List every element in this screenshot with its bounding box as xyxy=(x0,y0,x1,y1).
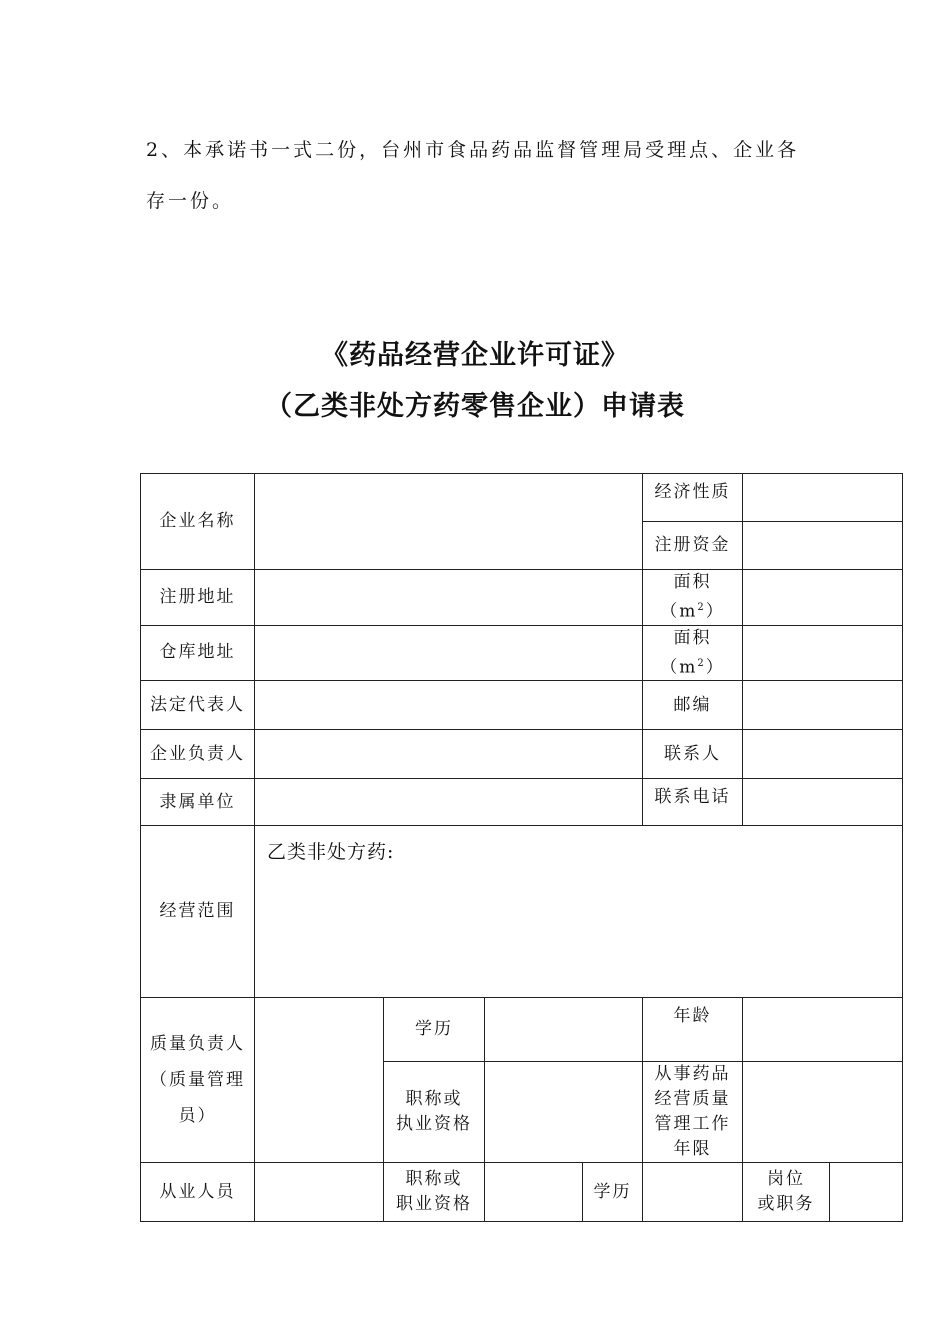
table-row xyxy=(141,570,903,626)
company-name-label: 企业名称 xyxy=(141,474,255,570)
title-qual-line-2: 执业资格 xyxy=(396,1114,472,1135)
legal-rep-label: 法定代表人 xyxy=(141,681,255,730)
quality-head-line-1: 质量负责人 xyxy=(150,1034,245,1055)
staff-label: 从业人员 xyxy=(141,1163,255,1222)
title-qual-label xyxy=(384,1062,485,1163)
reg-address-field[interactable] xyxy=(255,570,643,626)
position-label xyxy=(743,1163,830,1222)
postcode-label: 邮编 xyxy=(643,681,743,730)
experience-line-2: 经营质量 xyxy=(654,1089,731,1110)
position-field[interactable] xyxy=(830,1163,903,1222)
warehouse-area-field[interactable] xyxy=(743,625,903,681)
experience-label xyxy=(643,1062,743,1163)
prof-qual-line-1: 职称或 xyxy=(405,1169,463,1190)
reg-capital-field[interactable] xyxy=(743,522,903,570)
warehouse-area-text: 面积（m xyxy=(660,627,712,678)
table-row xyxy=(141,730,903,779)
warehouse-area-sup: 2 xyxy=(697,657,706,669)
table-row xyxy=(141,826,903,998)
staff-name-field[interactable] xyxy=(255,1163,384,1222)
education-label: 学历 xyxy=(384,998,485,1062)
note-line-2: 存一份。 xyxy=(146,190,235,212)
experience-field[interactable] xyxy=(743,1062,903,1163)
page-title: 《药品经营企业许可证》 xyxy=(321,340,629,371)
scope-label: 经营范围 xyxy=(141,826,255,998)
title-qual-line-1: 职称或 xyxy=(405,1089,463,1110)
table-row xyxy=(141,681,903,730)
econ-nature-label: 经济性质 xyxy=(643,474,743,522)
reg-area-text: 面积（m xyxy=(660,572,712,622)
contact-field[interactable] xyxy=(743,730,903,779)
phone-field[interactable] xyxy=(743,779,903,826)
table-row xyxy=(141,998,903,1062)
reg-area-close: ） xyxy=(705,601,725,622)
reg-area-sup: 2 xyxy=(697,602,706,613)
table-row xyxy=(141,779,903,826)
warehouse-address-label: 仓库地址 xyxy=(141,625,255,681)
legal-rep-field[interactable] xyxy=(255,681,643,730)
table-row xyxy=(141,625,903,681)
scope-field[interactable]: 乙类非处方药: xyxy=(255,826,903,998)
table-row xyxy=(141,1163,903,1222)
warehouse-area-label xyxy=(643,625,743,681)
postcode-field[interactable] xyxy=(743,681,903,730)
warehouse-area-close: ） xyxy=(705,657,725,678)
age-field[interactable] xyxy=(743,998,903,1062)
quality-head-line-2: （质量管理 xyxy=(150,1070,245,1091)
page-subtitle: （乙类非处方药零售企业）申请表 xyxy=(265,391,685,422)
reg-address-label: 注册地址 xyxy=(141,570,255,626)
company-head-field[interactable] xyxy=(255,730,643,779)
reg-area-field[interactable] xyxy=(743,570,903,626)
contact-label: 联系人 xyxy=(643,730,743,779)
prof-qual-field[interactable] xyxy=(485,1163,583,1222)
warehouse-address-field[interactable] xyxy=(255,625,643,681)
quality-head-name-field[interactable] xyxy=(255,998,384,1163)
company-name-field[interactable] xyxy=(255,474,643,570)
note-line-1: 2、本承诺书一式二份，台州市食品药品监督管理局受理点、企业各 xyxy=(146,139,800,161)
reg-capital-label: 注册资金 xyxy=(643,522,743,570)
staff-education-label: 学历 xyxy=(583,1163,643,1222)
experience-line-3: 管理工作 xyxy=(654,1114,731,1135)
econ-nature-field[interactable] xyxy=(743,474,903,522)
experience-line-4: 年限 xyxy=(673,1139,712,1160)
company-head-label: 企业负责人 xyxy=(141,730,255,779)
affiliated-label: 隶属单位 xyxy=(141,779,255,826)
staff-education-field[interactable] xyxy=(643,1163,743,1222)
education-field[interactable] xyxy=(485,998,643,1062)
phone-label: 联系电话 xyxy=(643,779,743,826)
table-row xyxy=(141,474,903,522)
prof-qual-line-2: 职业资格 xyxy=(396,1194,472,1215)
position-line-1: 岗位 xyxy=(767,1169,805,1190)
position-line-2: 或职务 xyxy=(757,1194,815,1215)
application-form-table xyxy=(140,473,903,1222)
quality-head-line-3: 员） xyxy=(178,1106,217,1127)
quality-head-label xyxy=(141,998,255,1163)
title-qual-field[interactable] xyxy=(485,1062,643,1163)
age-label: 年龄 xyxy=(643,998,743,1062)
reg-area-label xyxy=(643,570,743,626)
affiliated-field[interactable] xyxy=(255,779,643,826)
experience-line-1: 从事药品 xyxy=(654,1064,731,1085)
prof-qual-label xyxy=(384,1163,485,1222)
